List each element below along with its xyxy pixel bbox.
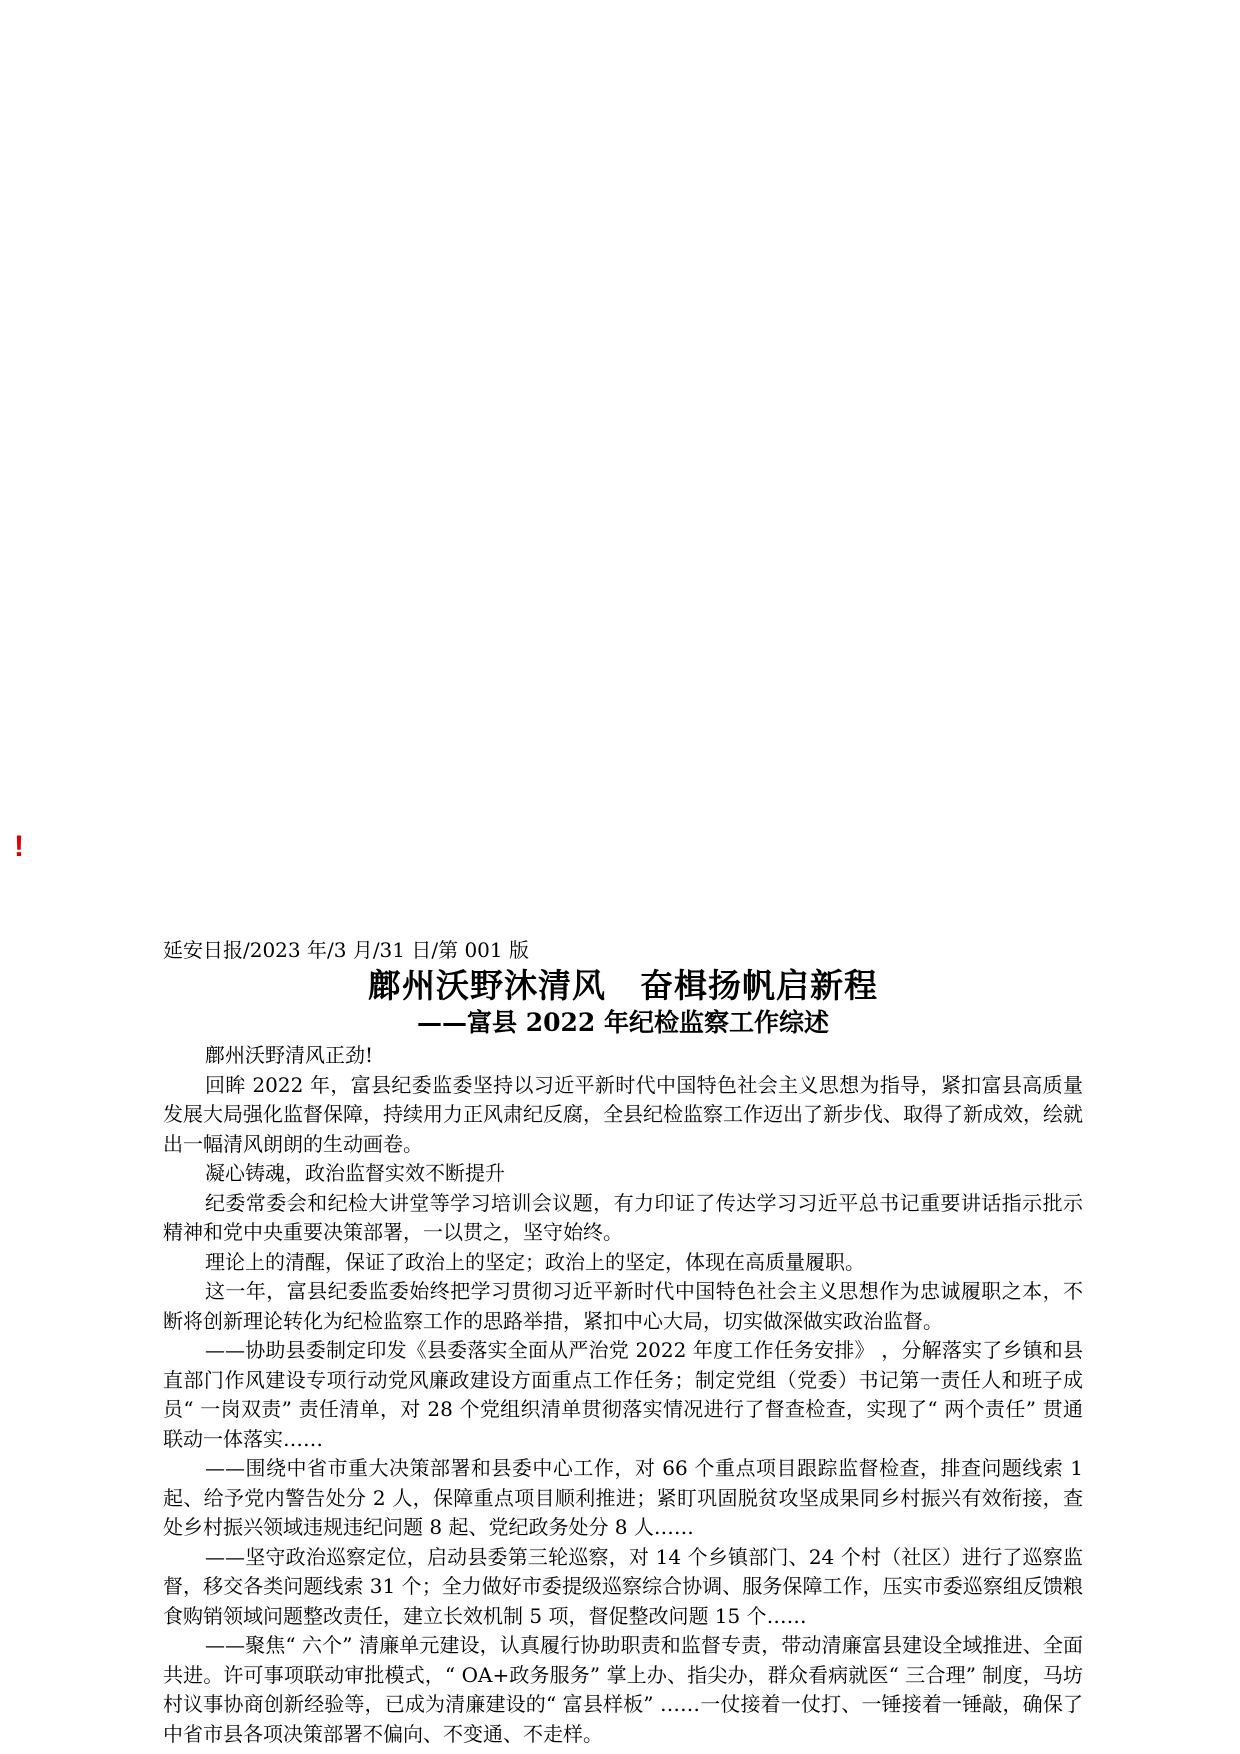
paragraph: ——协助县委制定印发《县委落实全面从严治党 2022 年度工作任务安排》 ，分解落实了乡镇和县直部门作风建设专项行动党风廉政建设方面重点工作任务；制定党组（党委）书记第一责任人和班子成员“ 一岗双责” 责任清单，对 28 个党组织清单贯彻落实情况进行了督查检查，实现了“ 两个责任” 贯通联动一体落实…… — [163, 1338, 1083, 1451]
article-subtitle: ——富县 2022 年纪检监察工作综述 — [417, 1008, 829, 1037]
section-heading: 凝心铸魂，政治监督实效不断提升 — [205, 1161, 505, 1185]
article-title: 鄜州沃野沐清风 奋楫扬帆启新程 — [368, 966, 878, 1005]
paragraph: 理论上的清醒，保证了政治上的坚定；政治上的坚定，体现在高质量履职。 — [205, 1249, 865, 1274]
paragraph: 这一年，富县纪委监委始终把学习贯彻习近平新时代中国特色社会主义思想作为忠诚履职之本，不断将创新理论转化为纪检监察工作的思路举措，紧扣中心大局，切实做深做实政治监督。 — [163, 1279, 1083, 1333]
paragraph: ——聚焦“ 六个” 清廉单元建设，认真履行协助职责和监督专责，带动清廉富县建设全域推进、全面共进。许可事项联动审批模式，“ OA+政务服务” 掌上办、指尖办，群众看病就医“ 三合理” 制度，马坊村议事协商创新经验等，已成为清廉建设的“ 富县样板” ……一仗接着一仗打、一锤接着一锤敲，确保了中省市县各项决策部署不偏向、不变通、不走样。 — [163, 1633, 1083, 1746]
article — [163, 935, 1083, 1749]
paragraph: 鄜州沃野清风正劲! — [205, 1043, 374, 1067]
paragraph: ——围绕中省市重大决策部署和县委中心工作，对 66 个重点项目跟踪监督检查，排查问题线索 1 起、给予党内警告处分 2 人，保障重点项目顺利推进；紧盯巩固脱贫攻坚成果同乡村振兴有效衔接，查处乡村振兴领域违规违纪问题 8 起、党纪政务处分 8 人…… — [163, 1456, 1083, 1539]
paragraph: 纪委常委会和纪检大讲堂等学习培训会议题，有力印证了传达学习习近平总书记重要讲话指示批示精神和党中央重要决策部署，一以贯之，坚守始终。 — [163, 1190, 1083, 1244]
margin-mark: ! — [14, 830, 24, 863]
paragraph: ——坚守政治巡察定位，启动县委第三轮巡察，对 14 个乡镇部门、24 个村（社区）进行了巡察监督，移交各类问题线索 31 个；全力做好市委提级巡察综合协调、服务保障工作，压实市委巡察组反馈粮食购销领域问题整改责任，建立长效机制 5 项，督促整改问题 15 个…… — [163, 1544, 1083, 1628]
paragraph: 回眸 2022 年，富县纪委监委坚持以习近平新时代中国特色社会主义思想为指导，紧扣富县高质量发展大局强化监督保障，持续用力正风肃纪反腐，全县纪检监察工作迈出了新步伐、取得了新成效，绘就出一幅清风朗朗的生动画卷。 — [163, 1072, 1083, 1156]
source-line: 延安日报/2023 年/3 月/31 日/第 001 版 — [163, 938, 529, 962]
